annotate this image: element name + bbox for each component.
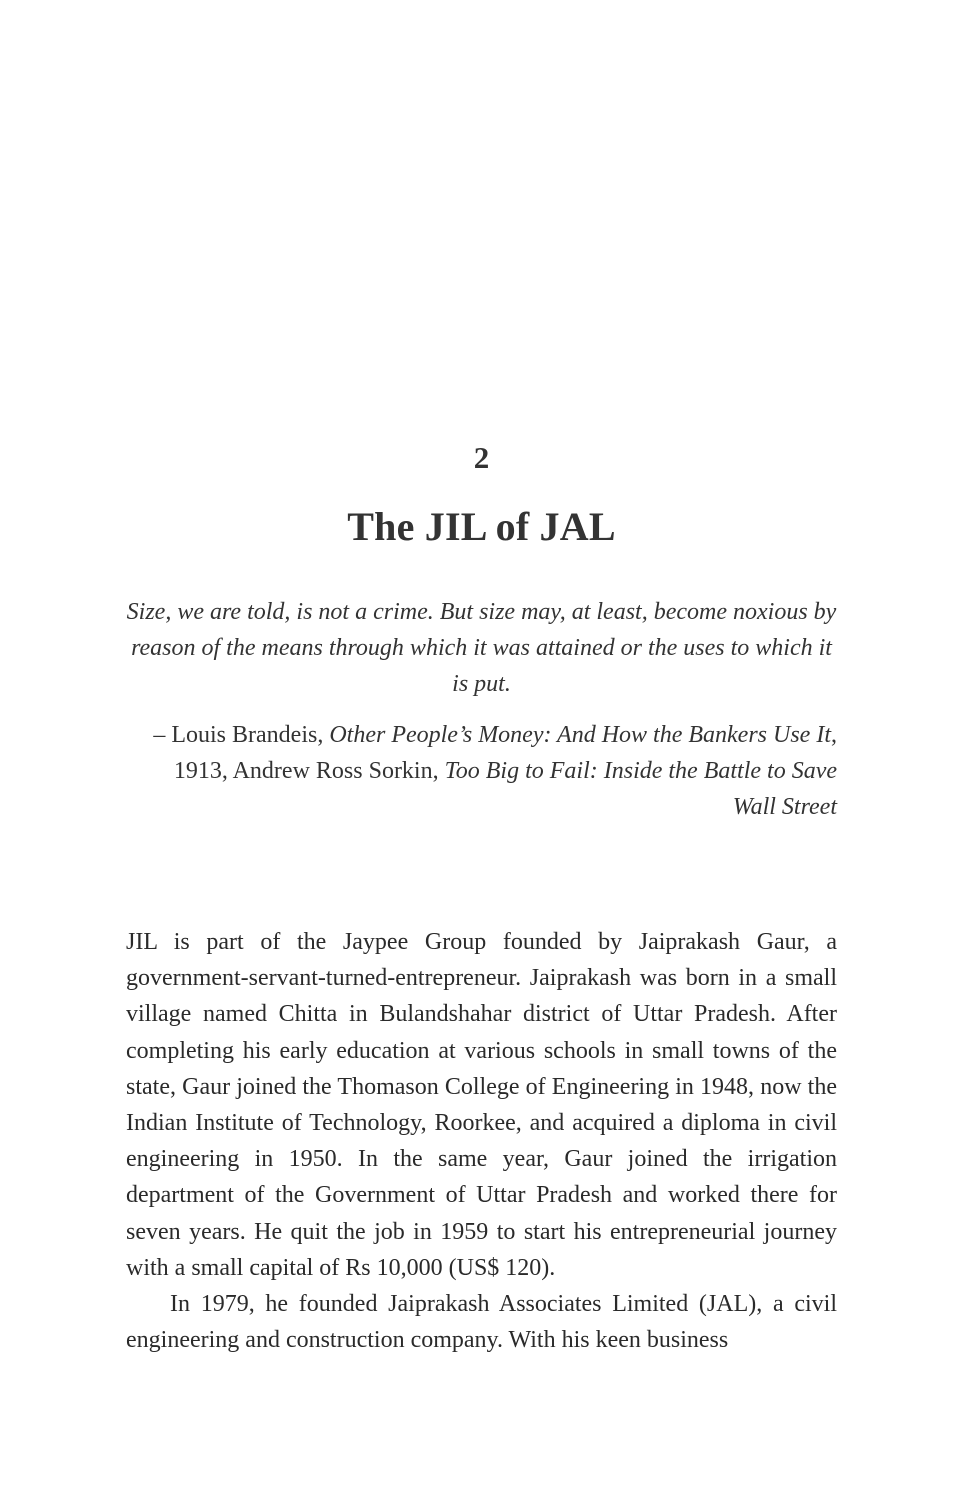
attribution-work-1: Other People’s Money: And How the Bankers Use It xyxy=(329,722,831,748)
attribution-work-2: Too Big to Fail: Inside the Battle to Save Wall Street xyxy=(444,758,837,820)
attribution-middle: , 1913, Andrew Ross Sorkin, xyxy=(173,722,837,784)
paragraph-1: JIL is part of the Jaypee Group founded by Jaiprakash Gaur, a government-servant-turned-entrepreneur. Jaiprakash was born in a small village named Chitta in Bulandshahar district of Uttar Pradesh. After completing his early education at various schools in small towns of the state, Gaur joined the Thomason College of Engineering in 1948, now the Indian Institute of Technology, Roorkee, and acquired a diploma in civil engineering in 1950. In the same year, Gaur joined the irrigation department of the Government of Uttar Pradesh and worked there for seven years. He quit the job in 1959 to start his entrepreneurial journey with a small capital of Rs 10,000 (US$ 120). xyxy=(126,929,837,1281)
chapter-body xyxy=(126,924,837,1358)
paragraph-2: In 1979, he founded Jaiprakash Associates Limited (JAL), a civil engineering and construction company. With his keen business xyxy=(126,1291,837,1354)
epigraph-quote: Size, we are told, is not a crime. But size may, at least, become noxious by reason of the means through which it was attained or the uses to which it is put. xyxy=(126,599,837,697)
chapter-title: The JIL of JAL xyxy=(347,504,616,549)
chapter-number: 2 xyxy=(473,440,490,475)
epigraph-attribution xyxy=(126,717,837,825)
attribution-prefix: – Louis Brandeis, xyxy=(153,722,330,748)
